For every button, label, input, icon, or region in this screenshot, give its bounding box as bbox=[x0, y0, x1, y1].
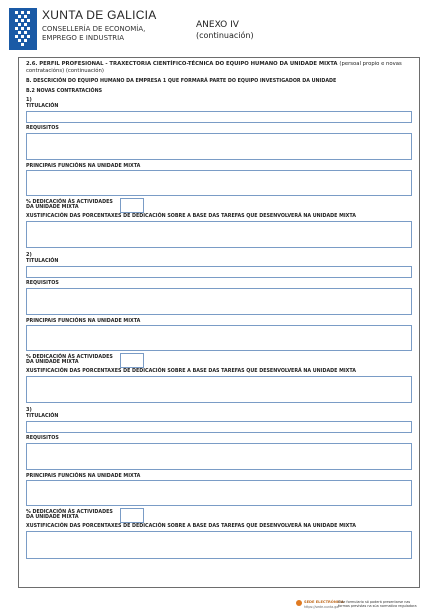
footer-brand: SEDE ELECTRÓNICA bbox=[304, 600, 344, 604]
entry-number: 3) bbox=[26, 407, 32, 413]
section-part-b: B. DESCRICIÓN DO EQUIPO HUMANO DA EMPRESA 1 QUE FORMARÁ PARTE DO EQUIPO INVESTIGADOR DA UNIDADE bbox=[26, 79, 337, 84]
xustificacion-label: XUSTIFICACIÓN DAS PORCENTAXES DE DEDICACIÓN SOBRE A BASE DAS TAREFAS QUE DESENVOLVERÁ NA UNIDADE MIXTA bbox=[26, 524, 356, 529]
section-new-hires: B.2 NOVAS CONTRATACIÓNS bbox=[26, 89, 103, 94]
dedicacion-percent-field[interactable] bbox=[120, 353, 144, 368]
titulacion-field[interactable] bbox=[26, 111, 412, 123]
requisitos-label: REQUISITOS bbox=[26, 281, 59, 286]
requisitos-field[interactable] bbox=[26, 288, 412, 315]
dedicacion-label: % DEDICACIÓN ÁS ACTIVIDADES DA UNIDADE MIXTA bbox=[26, 200, 113, 210]
xunta-logo-icon bbox=[9, 8, 37, 50]
requisitos-label: REQUISITOS bbox=[26, 126, 59, 131]
sede-logo-icon bbox=[296, 600, 302, 606]
funcions-label: PRINCIPAIS FUNCIÓNS NA UNIDADE MIXTA bbox=[26, 474, 141, 479]
titulacion-label: TITULACIÓN bbox=[26, 104, 59, 109]
xustificacion-label: XUSTIFICACIÓN DAS PORCENTAXES DE DEDICACIÓN SOBRE A BASE DAS TAREFAS QUE DESENVOLVERÁ NA UNIDADE MIXTA bbox=[26, 214, 356, 219]
funcions-label: PRINCIPAIS FUNCIÓNS NA UNIDADE MIXTA bbox=[26, 319, 141, 324]
funcions-label: PRINCIPAIS FUNCIÓNS NA UNIDADE MIXTA bbox=[26, 164, 141, 169]
dedicacion-percent-field[interactable] bbox=[120, 508, 144, 523]
titulacion-field[interactable] bbox=[26, 266, 412, 278]
requisitos-field[interactable] bbox=[26, 443, 412, 470]
dedicacion-label: % DEDICACIÓN ÁS ACTIVIDADES DA UNIDADE MIXTA bbox=[26, 355, 113, 365]
funcions-field[interactable] bbox=[26, 325, 412, 351]
xustificacion-field[interactable] bbox=[26, 531, 412, 559]
titulacion-label: TITULACIÓN bbox=[26, 414, 59, 419]
annex-subtitle: (continuación) bbox=[196, 31, 254, 40]
funcions-field[interactable] bbox=[26, 480, 412, 506]
xustificacion-field[interactable] bbox=[26, 221, 412, 248]
requisitos-field[interactable] bbox=[26, 133, 412, 160]
requisitos-label: REQUISITOS bbox=[26, 436, 59, 441]
section-title: 2.6. PERFIL PROFESIONAL - TRAXECTORIA CIENTÍFICO-TÉCNICA DO EQUIPO HUMANO DA UNIDADE MIXTA (persoal propio e novas contratacións) (continuación) bbox=[26, 61, 402, 74]
entry-number: 1) bbox=[26, 97, 32, 103]
annex-title: ANEXO IV bbox=[196, 20, 239, 30]
funcions-field[interactable] bbox=[26, 170, 412, 196]
titulacion-field[interactable] bbox=[26, 421, 412, 433]
titulacion-label: TITULACIÓN bbox=[26, 259, 59, 264]
dedicacion-percent-field[interactable] bbox=[120, 198, 144, 213]
dedicacion-label: % DEDICACIÓN ÁS ACTIVIDADES DA UNIDADE MIXTA bbox=[26, 510, 113, 520]
xustificacion-field[interactable] bbox=[26, 376, 412, 403]
department-name: CONSELLERÍA DE ECONOMÍA, EMPREGO E INDUSTRIA bbox=[42, 25, 146, 42]
xustificacion-label: XUSTIFICACIÓN DAS PORCENTAXES DE DEDICACIÓN SOBRE A BASE DAS TAREFAS QUE DESENVOLVERÁ NA UNIDADE MIXTA bbox=[26, 369, 356, 374]
entry-number: 2) bbox=[26, 252, 32, 258]
footer-note: Este formulario só poderá presentarse nas formas previstas na súa normativa reguladora bbox=[338, 600, 417, 609]
footer-url[interactable]: https://sede.xunta.gal bbox=[304, 605, 340, 609]
org-name: XUNTA DE GALICIA bbox=[42, 8, 157, 22]
